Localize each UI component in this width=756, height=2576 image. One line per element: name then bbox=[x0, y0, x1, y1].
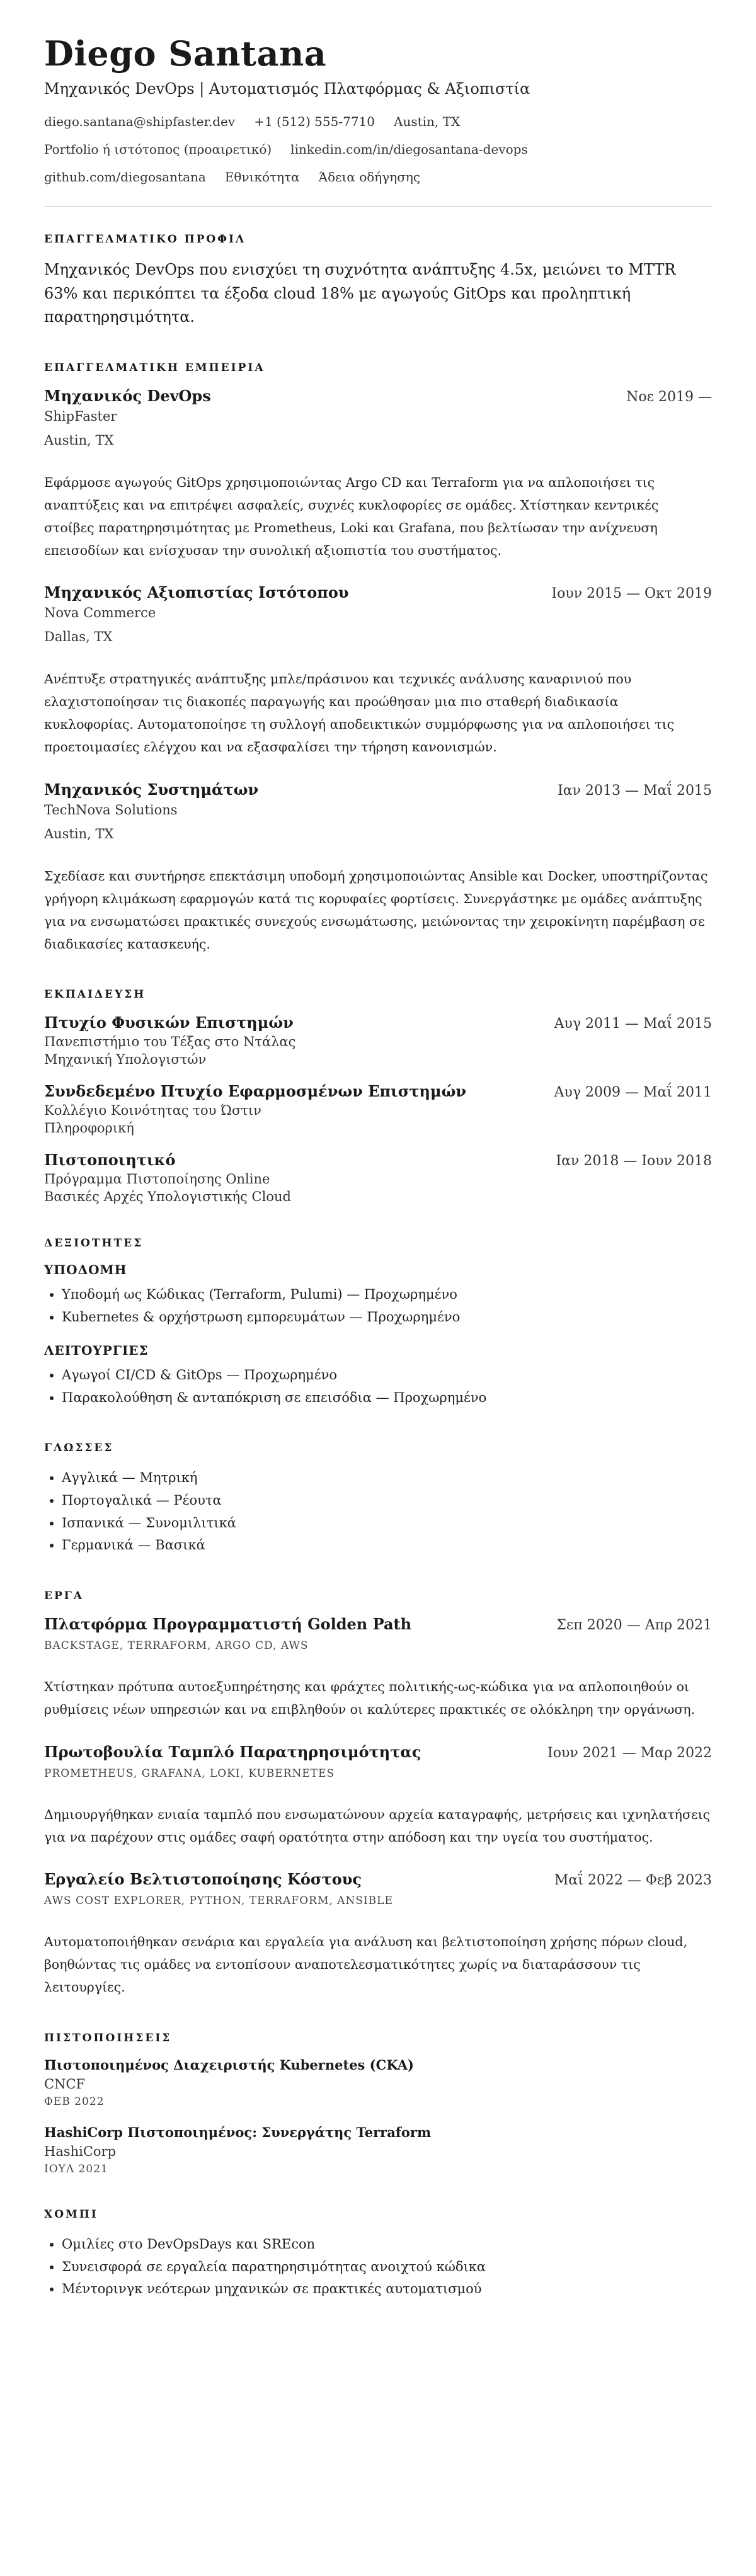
job-dates: Ιουν 2015 — Οκτ 2019 bbox=[551, 586, 712, 602]
project-description: Αυτοματοποιήθηκαν σενάρια και εργαλεία για ανάλυση και βελτιστοποίηση χρήσης πόρων cloud, βοηθώντας τις ομάδες να εντοπίσουν αναποτελεσματικότητες χωρίς να διαταράσσουν τις λειτουργίες. bbox=[44, 1934, 688, 1995]
skill-item: • Παρακολούθηση & ανταπόκριση σε επεισόδια — Προχωρημένο bbox=[62, 1387, 712, 1410]
language-item: • Αγγλικά — Μητρική bbox=[62, 1467, 712, 1490]
contact-email[interactable]: diego.santana@shipfaster.dev bbox=[44, 114, 236, 130]
project-description: Δημιουργήθηκαν ενιαία ταμπλό που ενσωματώνουν αρχεία καταγραφής, μετρήσεις και ιχνηλατήσεις για να παρέχουν στις ομάδες σαφή ορατότητα στην απόδοση και την υγεία του συστήματος. bbox=[44, 1806, 711, 1845]
project-tech: AWS COST EXPLORER, PYTHON, TERRAFORM, ANSIBLE bbox=[44, 1895, 393, 1908]
contact-github[interactable]: github.com/diegosantana bbox=[44, 169, 206, 185]
language-item: • Γερμανικά — Βασικά bbox=[62, 1534, 712, 1557]
summary-text: Μηχανικός DevOps που ενισχύει τη συχνότητα ανάπτυξης 4.5x, μειώνει το MTTR 63% και περικόπτει τα έξοδα cloud 18% με αγωγούς GitOps και προληπτική παρατηρησιμότητα. bbox=[44, 261, 676, 326]
skill-group-title: ΛΕΙΤΟΥΡΓΙΕΣ bbox=[44, 1342, 149, 1358]
skills-section bbox=[44, 1237, 712, 1409]
experience-section bbox=[44, 362, 712, 956]
job-company: TechNova Solutions bbox=[44, 802, 178, 818]
certification-issuer: HashiCorp bbox=[44, 2144, 117, 2160]
skill-group-title: ΥΠΟΔΟΜΗ bbox=[44, 1262, 127, 1278]
contact-linkedin[interactable]: linkedin.com/in/diegosantana-devops bbox=[290, 142, 528, 157]
project-name: Πλατφόρμα Προγραμματιστή Golden Path bbox=[44, 1614, 412, 1633]
certifications-title: ΠΙΣΤΟΠΟΙΗΣΕΙΣ bbox=[44, 2032, 172, 2045]
job-role: Μηχανικός DevOps bbox=[44, 386, 211, 405]
certifications-section bbox=[44, 2032, 712, 2175]
language-item: • Ισπανικά — Συνομιλιτικά bbox=[62, 1512, 712, 1535]
project-dates: Σεπ 2020 — Απρ 2021 bbox=[556, 1617, 712, 1633]
skills-title: ΔΕΞΙΟΤΗΤΕΣ bbox=[44, 1237, 144, 1250]
education-field: Πληροφορική bbox=[44, 1120, 134, 1136]
contact-phone[interactable]: +1 (512) 555-7710 bbox=[254, 114, 375, 130]
job-company: Nova Commerce bbox=[44, 605, 156, 621]
project-name: Πρωτοβουλία Ταμπλό Παρατηρησιμότητας bbox=[44, 1742, 421, 1761]
project-entry bbox=[44, 1743, 712, 1849]
projects-title: ΕΡΓΑ bbox=[44, 1589, 84, 1602]
project-entry bbox=[44, 1870, 712, 1999]
language-item: • Πορτογαλικά — Ρέουτα bbox=[62, 1490, 712, 1512]
project-name: Εργαλείο Βελτιστοποίησης Κόστους bbox=[44, 1870, 362, 1889]
hobby-list bbox=[44, 2233, 712, 2301]
certification-entry bbox=[44, 2057, 712, 2108]
education-degree: Πτυχίο Φυσικών Επιστημών bbox=[44, 1013, 294, 1032]
contact-location: Austin, TX bbox=[394, 114, 461, 130]
contact-driving-license: Άδεια οδήγησης bbox=[318, 169, 421, 185]
education-entry bbox=[44, 1013, 712, 1067]
education-section bbox=[44, 988, 712, 1204]
hobby-item: • Συνεισφορά σε εργαλεία παρατηρησιμότητας ανοιχτού κώδικα bbox=[62, 2256, 712, 2279]
certification-name: HashiCorp Πιστοποιημένος: Συνεργάτης Terraform bbox=[44, 2124, 432, 2141]
education-dates: Αυγ 2011 — Μαΐ 2015 bbox=[554, 1016, 712, 1032]
education-entry bbox=[44, 1082, 712, 1136]
summary-title: ΕΠΑΓΓΕΛΜΑΤΙΚΟ ΠΡΟΦΙΛ bbox=[44, 233, 246, 246]
certification-name: Πιστοποιημένος Διαχειριστής Kubernetes (CKA) bbox=[44, 2057, 414, 2073]
job-location: Dallas, TX bbox=[44, 629, 113, 645]
job-location: Austin, TX bbox=[44, 432, 114, 448]
skill-list bbox=[44, 1284, 712, 1328]
education-school: Πανεπιστήμιο του Τέξας στο Ντάλας bbox=[44, 1034, 296, 1050]
education-school: Κολλέγιο Κοινότητας του Ώστιν bbox=[44, 1103, 261, 1119]
job-role: Μηχανικός Αξιοπιστίας Ιστότοπου bbox=[44, 583, 349, 602]
education-degree: Πιστοποιητικό bbox=[44, 1151, 176, 1170]
project-dates: Μαΐ 2022 — Φεβ 2023 bbox=[554, 1872, 712, 1889]
job-description: Εφάρμοσε αγωγούς GitOps χρησιμοποιώντας Argo CD και Terraform για να απλοποιήσει τις αναπτύξεις και να επιτρέψει ασφαλείς, συχνές κυκλοφορίες σε ομάδες. Χτίστηκαν κεντρικές στοίβες παρατηρησιμότητας με Prometheus, Loki και Grafana, που βελτίωσαν την ανίχνευση επεισοδίων και ενίσχυσαν την συνολική αξιοπιστία του συστήματος. bbox=[44, 474, 659, 558]
job-dates: Νοε 2019 — bbox=[626, 389, 712, 405]
experience-entry bbox=[44, 387, 712, 562]
education-dates: Ιαν 2018 — Ιουν 2018 bbox=[556, 1153, 712, 1170]
education-school: Πρόγραμμα Πιστοποίησης Online bbox=[44, 1171, 270, 1187]
project-tech: PROMETHEUS, GRAFANA, LOKI, KUBERNETES bbox=[44, 1767, 335, 1780]
certification-issuer: CNCF bbox=[44, 2077, 86, 2092]
job-description: Σχεδίασε και συντήρησε επεκτάσιμη υποδομή χρησιμοποιώντας Ansible και Docker, υποστηρίζοντας γρήγορη κλιμάκωση εφαρμογών κατά τις κορυφαίες φορτίσεις. Συνεργάστηκε με ομάδες ανάπτυξης για να ενσωματώσει πρακτικές συνεχούς ενσωμάτωσης, μειώνοντας την χειροκίνητη παρέμβαση σε διαδικασίες κατασκευής. bbox=[44, 868, 708, 952]
candidate-name: Diego Santana bbox=[44, 33, 327, 74]
job-description: Ανέπτυξε στρατηγικές ανάπτυξης μπλε/πράσινου και τεχνικές ανάλυσης καναρινιού που ελαχιστοποίησαν τις διακοπές παραγωγής και προώθησαν μια πιο σταθερή διαδικασία κυκλοφορίας. Αυτοματοποίησε τη συλλογή αποδεικτικών συμμόρφωσης για να απλοποιήσει τις προετοιμασίες ελέγχου και να εξασφαλίσει την τήρηση κανονισμών. bbox=[44, 671, 675, 755]
skill-item: • Αγωγοί CI/CD & GitOps — Προχωρημένο bbox=[62, 1364, 712, 1387]
job-company: ShipFaster bbox=[44, 408, 117, 424]
education-field: Βασικές Αρχές Υπολογιστικής Cloud bbox=[44, 1189, 291, 1205]
languages-title: ΓΛΩΣΣΕΣ bbox=[44, 1442, 114, 1455]
projects-section bbox=[44, 1590, 712, 1999]
contact-row-3 bbox=[44, 169, 712, 185]
job-dates: Ιαν 2013 — Μαΐ 2015 bbox=[558, 782, 712, 799]
education-dates: Αυγ 2009 — Μαΐ 2011 bbox=[554, 1085, 712, 1101]
summary-section bbox=[44, 233, 712, 329]
hobbies-section bbox=[44, 2208, 712, 2301]
job-location: Austin, TX bbox=[44, 826, 114, 841]
experience-entry bbox=[44, 583, 712, 759]
project-description: Χτίστηκαν πρότυπα αυτοεξυπηρέτησης και φράχτες πολιτικής-ως-κώδικα για να απλοποιηθούν οι ρυθμίσεις νέων υπηρεσιών και να επιβληθούν οι καλύτερες πρακτικές σε ολόκληρη την οργάνωση. bbox=[44, 1678, 696, 1717]
skill-list bbox=[44, 1364, 712, 1409]
education-field: Μηχανική Υπολογιστών bbox=[44, 1052, 207, 1068]
education-entry bbox=[44, 1151, 712, 1204]
resume-header bbox=[44, 35, 712, 185]
candidate-headline: Μηχανικός DevOps | Αυτοματισμός Πλατφόρμας & Αξιοπιστία bbox=[44, 80, 530, 98]
project-entry bbox=[44, 1615, 712, 1721]
education-degree: Συνδεδεμένο Πτυχίο Εφαρμοσμένων Επιστημών bbox=[44, 1082, 467, 1101]
job-role: Μηχανικός Συστημάτων bbox=[44, 780, 259, 799]
skill-item: • Kubernetes & ορχήστρωση εμπορευμάτων — Προχωρημένο bbox=[62, 1306, 712, 1329]
hobbies-title: ΧΟΜΠΙ bbox=[44, 2208, 98, 2221]
skill-item: • Υποδομή ως Κώδικας (Terraform, Pulumi) — Προχωρημένο bbox=[62, 1284, 712, 1306]
header-divider bbox=[44, 206, 712, 207]
language-list bbox=[44, 1467, 712, 1557]
education-title: ΕΚΠΑΙΔΕΥΣΗ bbox=[44, 988, 146, 1001]
certification-date: ΙΟΥΛ 2021 bbox=[44, 2163, 108, 2176]
contact-nationality: Εθνικότητα bbox=[224, 169, 300, 185]
certification-entry bbox=[44, 2124, 712, 2175]
contact-row-2 bbox=[44, 142, 712, 157]
hobby-item: • Ομιλίες στο DevOpsDays και SREcon bbox=[62, 2233, 712, 2256]
languages-section bbox=[44, 1442, 712, 1557]
hobby-item: • Μέντορινγκ νεότερων μηχανικών σε πρακτικές αυτοματισμού bbox=[62, 2278, 712, 2301]
project-tech: BACKSTAGE, TERRAFORM, ARGO CD, AWS bbox=[44, 1639, 309, 1652]
contact-row-1 bbox=[44, 114, 712, 129]
contact-portfolio[interactable]: Portfolio ή ιστότοπος (προαιρετικό) bbox=[44, 142, 272, 157]
certification-date: ΦΕΒ 2022 bbox=[44, 2095, 105, 2109]
experience-entry bbox=[44, 780, 712, 956]
experience-title: ΕΠΑΓΓΕΛΜΑΤΙΚΗ ΕΜΠΕΙΡΙΑ bbox=[44, 361, 265, 374]
project-dates: Ιουν 2021 — Μαρ 2022 bbox=[547, 1745, 712, 1761]
